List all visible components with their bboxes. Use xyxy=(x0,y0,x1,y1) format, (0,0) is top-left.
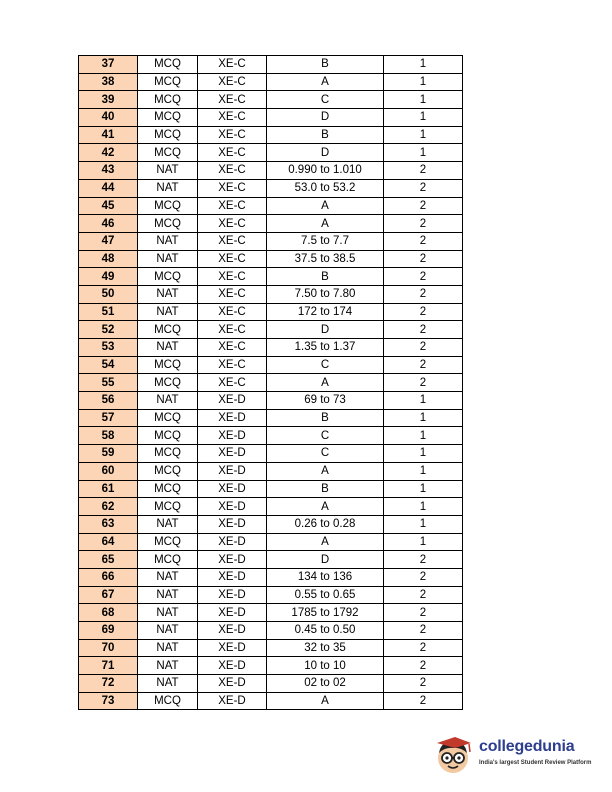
question-type-cell: NAT xyxy=(138,675,198,693)
mascot-icon xyxy=(431,733,475,777)
table-row xyxy=(79,56,463,74)
question-type-cell: MCQ xyxy=(138,374,198,392)
question-type-cell: MCQ xyxy=(138,445,198,463)
question-type-cell: NAT xyxy=(138,250,198,268)
answer-key-table xyxy=(78,55,463,710)
marks-cell: 1 xyxy=(384,427,463,445)
section-cell: XE-C xyxy=(198,179,267,197)
question-number-cell: 48 xyxy=(79,250,138,268)
section-cell: XE-D xyxy=(198,604,267,622)
section-cell: XE-C xyxy=(198,126,267,144)
question-number-cell: 52 xyxy=(79,321,138,339)
section-cell: XE-D xyxy=(198,515,267,533)
table-row xyxy=(79,515,463,533)
question-number-cell: 39 xyxy=(79,91,138,109)
marks-cell: 2 xyxy=(384,268,463,286)
question-type-cell: MCQ xyxy=(138,462,198,480)
table-row xyxy=(79,622,463,640)
question-number-cell: 73 xyxy=(79,692,138,710)
marks-cell: 2 xyxy=(384,250,463,268)
question-type-cell: NAT xyxy=(138,568,198,586)
answer-key-cell: 0.26 to 0.28 xyxy=(267,515,384,533)
table-row xyxy=(79,321,463,339)
marks-cell: 2 xyxy=(384,285,463,303)
answer-key-cell: B xyxy=(267,268,384,286)
question-number-cell: 43 xyxy=(79,162,138,180)
question-number-cell: 42 xyxy=(79,144,138,162)
question-type-cell: MCQ xyxy=(138,56,198,74)
section-cell: XE-D xyxy=(198,445,267,463)
table-row xyxy=(79,126,463,144)
question-type-cell: NAT xyxy=(138,285,198,303)
question-number-cell: 63 xyxy=(79,515,138,533)
section-cell: XE-C xyxy=(198,250,267,268)
section-cell: XE-C xyxy=(198,356,267,374)
section-cell: XE-C xyxy=(198,232,267,250)
answer-key-cell: A xyxy=(267,197,384,215)
question-type-cell: MCQ xyxy=(138,215,198,233)
table-row xyxy=(79,480,463,498)
answer-key-cell: C xyxy=(267,427,384,445)
marks-cell: 2 xyxy=(384,339,463,357)
marks-cell: 2 xyxy=(384,604,463,622)
section-cell: XE-D xyxy=(198,392,267,410)
answer-key-cell: A xyxy=(267,215,384,233)
marks-cell: 2 xyxy=(384,162,463,180)
section-cell: XE-D xyxy=(198,657,267,675)
marks-cell: 2 xyxy=(384,639,463,657)
marks-cell: 2 xyxy=(384,197,463,215)
table-row xyxy=(79,639,463,657)
marks-cell: 2 xyxy=(384,374,463,392)
question-number-cell: 45 xyxy=(79,197,138,215)
question-number-cell: 46 xyxy=(79,215,138,233)
answer-key-cell: 0.990 to 1.010 xyxy=(267,162,384,180)
section-cell: XE-C xyxy=(198,303,267,321)
marks-cell: 2 xyxy=(384,692,463,710)
answer-key-cell: D xyxy=(267,321,384,339)
section-cell: XE-C xyxy=(198,197,267,215)
question-type-cell: MCQ xyxy=(138,356,198,374)
question-number-cell: 49 xyxy=(79,268,138,286)
question-type-cell: MCQ xyxy=(138,268,198,286)
answer-key-cell: C xyxy=(267,445,384,463)
question-number-cell: 47 xyxy=(79,232,138,250)
question-number-cell: 68 xyxy=(79,604,138,622)
table-row xyxy=(79,162,463,180)
section-cell: XE-D xyxy=(198,498,267,516)
section-cell: XE-C xyxy=(198,109,267,127)
brand-tagline: India's largest Student Review Platform xyxy=(479,760,592,766)
table-row xyxy=(79,356,463,374)
answer-key-cell: A xyxy=(267,498,384,516)
question-number-cell: 62 xyxy=(79,498,138,516)
marks-cell: 2 xyxy=(384,622,463,640)
answer-key-cell: B xyxy=(267,126,384,144)
table-row xyxy=(79,692,463,710)
table-row xyxy=(79,462,463,480)
question-number-cell: 51 xyxy=(79,303,138,321)
question-type-cell: NAT xyxy=(138,392,198,410)
table-row xyxy=(79,657,463,675)
answer-key-cell: 02 to 02 xyxy=(267,675,384,693)
question-type-cell: NAT xyxy=(138,622,198,640)
question-type-cell: MCQ xyxy=(138,427,198,445)
answer-key-cell: 134 to 136 xyxy=(267,568,384,586)
marks-cell: 1 xyxy=(384,462,463,480)
question-number-cell: 54 xyxy=(79,356,138,374)
marks-cell: 2 xyxy=(384,232,463,250)
marks-cell: 1 xyxy=(384,533,463,551)
answer-key-cell: A xyxy=(267,73,384,91)
marks-cell: 2 xyxy=(384,179,463,197)
marks-cell: 2 xyxy=(384,568,463,586)
question-type-cell: MCQ xyxy=(138,533,198,551)
table-row xyxy=(79,179,463,197)
table-row xyxy=(79,250,463,268)
marks-cell: 1 xyxy=(384,392,463,410)
marks-cell: 2 xyxy=(384,551,463,569)
question-number-cell: 53 xyxy=(79,339,138,357)
question-number-cell: 40 xyxy=(79,109,138,127)
question-type-cell: NAT xyxy=(138,179,198,197)
question-type-cell: MCQ xyxy=(138,551,198,569)
question-type-cell: MCQ xyxy=(138,480,198,498)
collegedunia-logo[interactable] xyxy=(431,733,601,777)
table-row xyxy=(79,232,463,250)
section-cell: XE-C xyxy=(198,91,267,109)
answer-key-cell: 1785 to 1792 xyxy=(267,604,384,622)
answer-key-cell: 0.45 to 0.50 xyxy=(267,622,384,640)
section-cell: XE-D xyxy=(198,533,267,551)
question-type-cell: MCQ xyxy=(138,321,198,339)
section-cell: XE-C xyxy=(198,339,267,357)
answer-key-cell: 7.50 to 7.80 xyxy=(267,285,384,303)
section-cell: XE-C xyxy=(198,144,267,162)
marks-cell: 1 xyxy=(384,126,463,144)
table-row xyxy=(79,409,463,427)
question-number-cell: 69 xyxy=(79,622,138,640)
table-row xyxy=(79,303,463,321)
answer-key-cell: B xyxy=(267,480,384,498)
section-cell: XE-C xyxy=(198,321,267,339)
section-cell: XE-C xyxy=(198,56,267,74)
question-number-cell: 50 xyxy=(79,285,138,303)
question-type-cell: MCQ xyxy=(138,409,198,427)
marks-cell: 1 xyxy=(384,445,463,463)
marks-cell: 1 xyxy=(384,91,463,109)
section-cell: XE-C xyxy=(198,285,267,303)
table-row xyxy=(79,268,463,286)
marks-cell: 2 xyxy=(384,675,463,693)
answer-key-cell: D xyxy=(267,144,384,162)
answer-key-cell: D xyxy=(267,109,384,127)
marks-cell: 1 xyxy=(384,515,463,533)
section-cell: XE-D xyxy=(198,586,267,604)
section-cell: XE-D xyxy=(198,427,267,445)
section-cell: XE-C xyxy=(198,73,267,91)
section-cell: XE-D xyxy=(198,551,267,569)
answer-key-cell: 37.5 to 38.5 xyxy=(267,250,384,268)
answer-key-cell: A xyxy=(267,374,384,392)
question-number-cell: 70 xyxy=(79,639,138,657)
answer-key-cell: A xyxy=(267,462,384,480)
question-number-cell: 60 xyxy=(79,462,138,480)
table-row xyxy=(79,91,463,109)
table-row xyxy=(79,73,463,91)
question-type-cell: MCQ xyxy=(138,692,198,710)
table-row xyxy=(79,604,463,622)
answer-key-cell: 53.0 to 53.2 xyxy=(267,179,384,197)
question-type-cell: NAT xyxy=(138,303,198,321)
question-type-cell: NAT xyxy=(138,586,198,604)
marks-cell: 1 xyxy=(384,480,463,498)
question-type-cell: MCQ xyxy=(138,91,198,109)
table-row xyxy=(79,675,463,693)
question-number-cell: 56 xyxy=(79,392,138,410)
answer-key-cell: A xyxy=(267,533,384,551)
question-number-cell: 38 xyxy=(79,73,138,91)
section-cell: XE-D xyxy=(198,639,267,657)
table-row xyxy=(79,285,463,303)
table-row xyxy=(79,109,463,127)
table-row xyxy=(79,392,463,410)
question-type-cell: NAT xyxy=(138,232,198,250)
table-row xyxy=(79,533,463,551)
section-cell: XE-D xyxy=(198,692,267,710)
marks-cell: 2 xyxy=(384,321,463,339)
answer-key-cell: 7.5 to 7.7 xyxy=(267,232,384,250)
answer-key-cell: 32 to 35 xyxy=(267,639,384,657)
table-row xyxy=(79,197,463,215)
marks-cell: 2 xyxy=(384,657,463,675)
question-number-cell: 61 xyxy=(79,480,138,498)
answer-key-cell: C xyxy=(267,356,384,374)
question-type-cell: MCQ xyxy=(138,498,198,516)
table-row xyxy=(79,215,463,233)
question-type-cell: NAT xyxy=(138,162,198,180)
table-row xyxy=(79,427,463,445)
answer-key-cell: B xyxy=(267,409,384,427)
marks-cell: 1 xyxy=(384,73,463,91)
table-row xyxy=(79,586,463,604)
marks-cell: 1 xyxy=(384,56,463,74)
answer-key-cell: 172 to 174 xyxy=(267,303,384,321)
section-cell: XE-D xyxy=(198,462,267,480)
question-number-cell: 57 xyxy=(79,409,138,427)
question-number-cell: 65 xyxy=(79,551,138,569)
section-cell: XE-C xyxy=(198,162,267,180)
marks-cell: 2 xyxy=(384,215,463,233)
section-cell: XE-D xyxy=(198,675,267,693)
table-row xyxy=(79,339,463,357)
answer-key-cell: 69 to 73 xyxy=(267,392,384,410)
answer-key-cell: B xyxy=(267,56,384,74)
question-number-cell: 71 xyxy=(79,657,138,675)
question-type-cell: MCQ xyxy=(138,144,198,162)
question-type-cell: MCQ xyxy=(138,109,198,127)
answer-key-cell: 1.35 to 1.37 xyxy=(267,339,384,357)
section-cell: XE-C xyxy=(198,215,267,233)
question-number-cell: 58 xyxy=(79,427,138,445)
question-type-cell: MCQ xyxy=(138,126,198,144)
table-row xyxy=(79,445,463,463)
marks-cell: 1 xyxy=(384,144,463,162)
table-row xyxy=(79,374,463,392)
marks-cell: 1 xyxy=(384,498,463,516)
question-type-cell: NAT xyxy=(138,604,198,622)
answer-key-cell: 0.55 to 0.65 xyxy=(267,586,384,604)
section-cell: XE-D xyxy=(198,622,267,640)
marks-cell: 1 xyxy=(384,109,463,127)
marks-cell: 1 xyxy=(384,409,463,427)
question-number-cell: 67 xyxy=(79,586,138,604)
section-cell: XE-D xyxy=(198,480,267,498)
question-type-cell: MCQ xyxy=(138,73,198,91)
marks-cell: 2 xyxy=(384,356,463,374)
question-type-cell: NAT xyxy=(138,657,198,675)
answer-key-cell: 10 to 10 xyxy=(267,657,384,675)
question-type-cell: NAT xyxy=(138,639,198,657)
question-number-cell: 72 xyxy=(79,675,138,693)
section-cell: XE-C xyxy=(198,374,267,392)
answer-key-body xyxy=(79,56,463,710)
table-row xyxy=(79,498,463,516)
question-type-cell: NAT xyxy=(138,515,198,533)
question-type-cell: NAT xyxy=(138,339,198,357)
question-number-cell: 66 xyxy=(79,568,138,586)
question-type-cell: MCQ xyxy=(138,197,198,215)
question-number-cell: 44 xyxy=(79,179,138,197)
question-number-cell: 41 xyxy=(79,126,138,144)
table-row xyxy=(79,551,463,569)
answer-key-cell: A xyxy=(267,692,384,710)
question-number-cell: 59 xyxy=(79,445,138,463)
section-cell: XE-D xyxy=(198,409,267,427)
question-number-cell: 37 xyxy=(79,56,138,74)
section-cell: XE-D xyxy=(198,568,267,586)
marks-cell: 2 xyxy=(384,303,463,321)
answer-key-cell: D xyxy=(267,551,384,569)
question-number-cell: 55 xyxy=(79,374,138,392)
section-cell: XE-C xyxy=(198,268,267,286)
marks-cell: 2 xyxy=(384,586,463,604)
answer-key-cell: C xyxy=(267,91,384,109)
table-row xyxy=(79,568,463,586)
brand-name: collegedunia xyxy=(479,738,575,755)
question-number-cell: 64 xyxy=(79,533,138,551)
table-row xyxy=(79,144,463,162)
